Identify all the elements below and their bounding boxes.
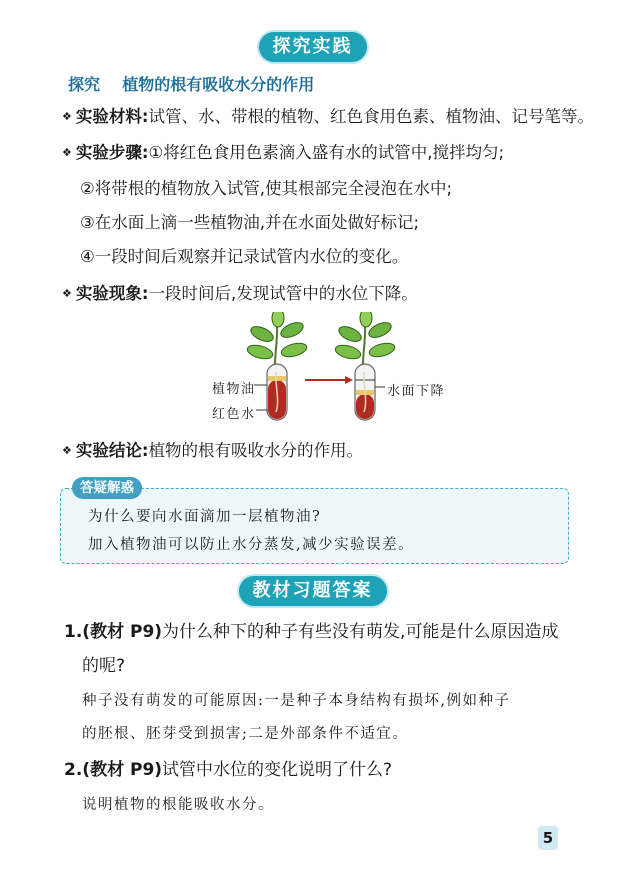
- test-tube-right: [355, 364, 375, 420]
- question-1-text: 为什么种下的种子有些没有萌发,可能是什么原因造成: [162, 622, 559, 642]
- heading-title: 植物的根有吸收水分的作用: [122, 75, 315, 94]
- heading-prefix: 探究: [68, 75, 101, 94]
- label-red-water: 红色水: [212, 407, 256, 422]
- question-2-source: (教材 P9): [82, 760, 163, 780]
- steps-line-1: [62, 142, 504, 164]
- plant-left-illustration: [246, 312, 308, 372]
- diamond-bullet-icon: ❖: [62, 287, 72, 300]
- steps-label: 实验步骤:: [75, 143, 149, 162]
- question-2-text: 试管中水位的变化说明了什么?: [162, 760, 393, 780]
- answer-1-line-1: 种子没有萌发的可能原因:一是种子本身结构有损坏,例如种子: [82, 693, 511, 709]
- qa-answer: 加入植物油可以防止水分蒸发,减少实验误差。: [88, 537, 415, 553]
- label-water-drop: 水面下降: [387, 384, 446, 399]
- question-1-number: 1.: [64, 622, 83, 642]
- question-1: [64, 620, 558, 644]
- banner-text: 教材习题答案: [252, 580, 373, 601]
- phenomenon-line: [62, 283, 418, 305]
- step-2: ②将带根的植物放入试管,使其根部完全浸泡在水中;: [80, 179, 453, 198]
- qa-question: 为什么要向水面滴加一层植物油?: [88, 509, 322, 525]
- page-number: 5: [538, 826, 558, 850]
- step-3: ③在水面上滴一些植物油,并在水面处做好标记;: [80, 213, 420, 232]
- qa-tag: 答疑解惑: [72, 477, 142, 499]
- conclusion-label: 实验结论:: [75, 441, 149, 460]
- diamond-bullet-icon: ❖: [62, 444, 72, 457]
- section-banner-answers: [239, 576, 387, 606]
- materials-line: [62, 106, 594, 128]
- answer-2-line-1: 说明植物的根能吸收水分。: [82, 797, 274, 813]
- phenomenon-text: 一段时间后,发现试管中的水位下降。: [148, 284, 418, 303]
- section-banner-explore: [259, 32, 367, 62]
- test-tube-left: [267, 364, 287, 420]
- step-1: ①将红色食用色素滴入盛有水的试管中,搅拌均匀;: [148, 143, 505, 162]
- materials-text: 试管、水、带根的植物、红色食用色素、植物油、记号笔等。: [148, 107, 594, 126]
- experiment-heading: [68, 72, 314, 95]
- question-2-number: 2.: [64, 760, 83, 780]
- question-1-cont: 的呢?: [82, 656, 126, 676]
- diamond-bullet-icon: ❖: [62, 110, 72, 123]
- question-1-source: (教材 P9): [82, 622, 163, 642]
- label-oil: 植物油: [212, 382, 256, 397]
- conclusion-line: [62, 440, 363, 462]
- phenomenon-label: 实验现象:: [75, 284, 149, 303]
- step-4: ④一段时间后观察并记录试管内水位的变化。: [80, 247, 409, 266]
- answer-1-line-2: 的胚根、胚芽受到损害;二是外部条件不适宜。: [82, 726, 409, 742]
- question-2: [64, 758, 392, 782]
- arrow-head-icon: [345, 376, 353, 384]
- diamond-bullet-icon: ❖: [62, 146, 72, 159]
- materials-label: 实验材料:: [75, 107, 149, 126]
- plant-right-illustration: [334, 312, 396, 372]
- conclusion-text: 植物的根有吸收水分的作用。: [148, 441, 363, 460]
- banner-text: 探究实践: [272, 36, 353, 57]
